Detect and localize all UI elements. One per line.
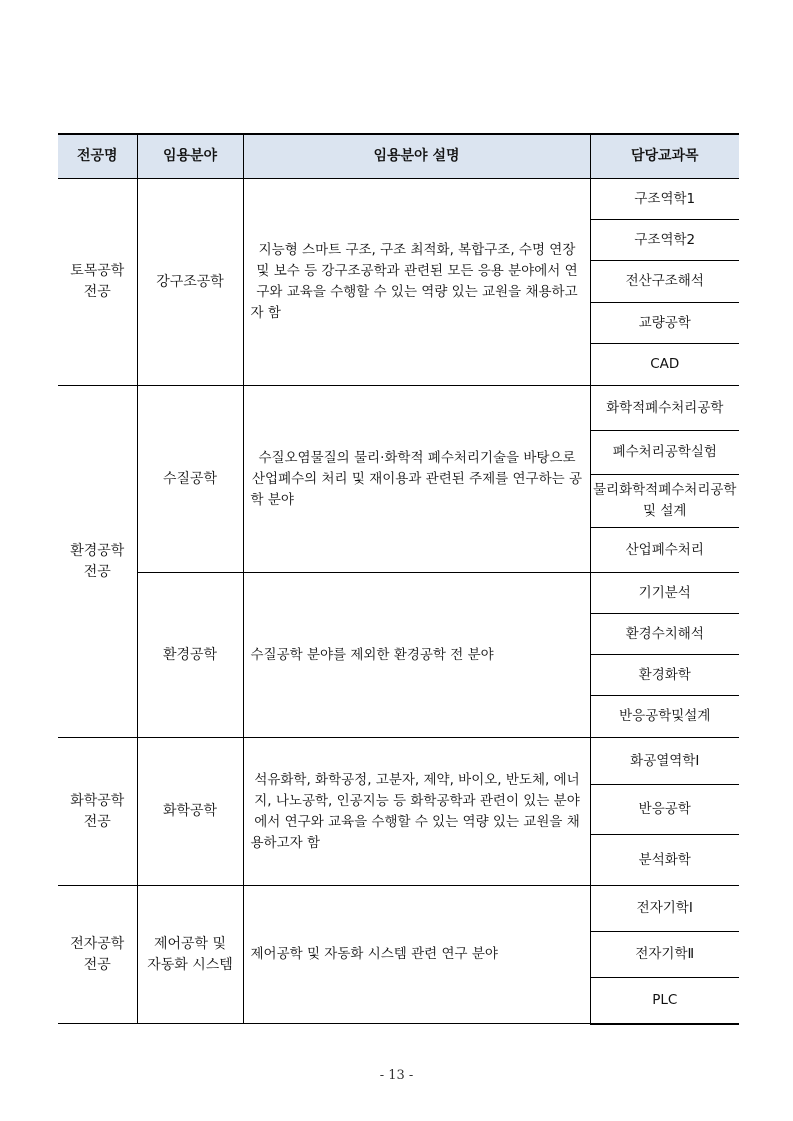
subject-cell: 반응공학및설계 [590,696,739,738]
field-name: 수질공학 [137,386,243,573]
subject-cell: CAD [590,344,739,386]
subject-cell: 화학적폐수처리공학 [590,386,739,431]
subject-cell: 전자기학Ⅱ [590,932,739,978]
major-name: 토목공학 전공 [58,179,137,386]
major-group-electronics [58,886,739,1024]
subject-cell: 구조역학2 [590,220,739,261]
subject-cell: 화공열역학Ⅰ [590,738,739,785]
subject-cell: 분석화학 [590,835,739,886]
subject-cell: 구조역학1 [590,179,739,220]
subject-cell: 기기분석 [590,573,739,614]
subject-cell: 물리화학적폐수처리공학 및 설계 [590,475,739,528]
header-major: 전공명 [58,134,137,179]
field-description: 수질오염물질의 물리·화학적 폐수처리기술을 바탕으로 산업폐수의 처리 및 재이용과 관련된 주제를 연구하는 공학 분야 [243,386,590,573]
subject-cell: 전자기학Ⅰ [590,886,739,932]
major-name: 화학공학 전공 [58,738,137,886]
field-description: 수질공학 분야를 제외한 환경공학 전 분야 [243,573,590,738]
header-field: 임용분야 [137,134,243,179]
major-name: 환경공학 전공 [58,386,137,738]
header-row [58,134,739,179]
subject-cell: 환경화학 [590,655,739,696]
field-name: 강구조공학 [137,179,243,386]
subject-cell: 교량공학 [590,303,739,344]
header-description: 임용분야 설명 [243,134,590,179]
subject-cell: 전산구조해석 [590,261,739,303]
field-description: 지능형 스마트 구조, 구조 최적화, 복합구조, 수명 연장 및 보수 등 강구조공학과 관련된 모든 응용 분야에서 연구와 교육을 수행할 수 있는 역량 있는 교원을 채용하고자 함 [243,179,590,386]
subject-cell: 폐수처리공학실험 [590,431,739,475]
major-name: 전자공학 전공 [58,886,137,1024]
major-group-chemical [58,738,739,886]
page-number: - 13 - [379,1068,414,1083]
major-group-civil [58,179,739,386]
field-description: 제어공학 및 자동화 시스템 관련 연구 분야 [243,886,590,1024]
major-group-environmental [58,386,739,738]
field-name: 제어공학 및 자동화 시스템 [137,886,243,1024]
subject-cell: 반응공학 [590,785,739,835]
field-name: 환경공학 [137,573,243,738]
subject-cell: 산업폐수처리 [590,528,739,573]
recruitment-table [58,133,739,1025]
header-subjects: 담당교과목 [590,134,739,179]
subject-cell: 환경수치해석 [590,614,739,655]
subject-cell: PLC [590,978,739,1024]
field-name: 화학공학 [137,738,243,886]
field-description: 석유화학, 화학공정, 고분자, 제약, 바이오, 반도체, 에너지, 나노공학, 인공지능 등 화학공학과 관련이 있는 분야에서 연구와 교육을 수행할 수 있는 역량 있는 교원을 채용하고자 함 [243,738,590,886]
